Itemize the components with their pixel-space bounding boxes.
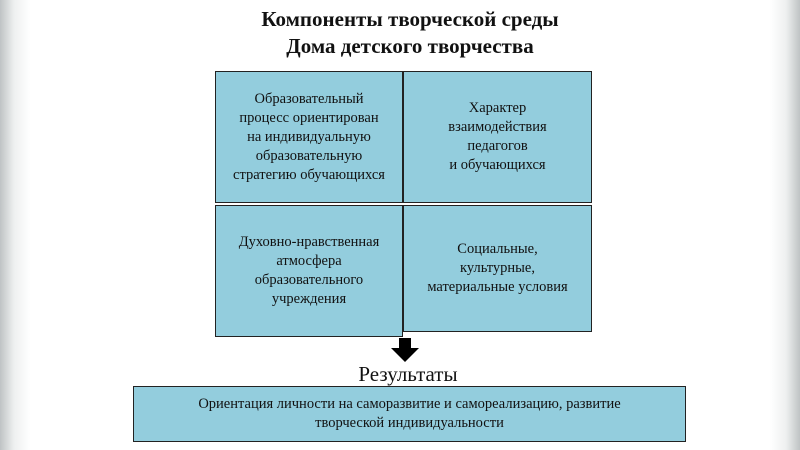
- results-text: Ориентация личности на саморазвитие и самореализацию, развитие творческой индивидуальности: [198, 396, 621, 431]
- component-box-atmosphere: [215, 205, 403, 337]
- title-line-2: Дома детского творчества: [286, 34, 534, 58]
- component-box-text: Характер взаимодействия педагогов и обучающихся: [448, 100, 547, 173]
- results-label: Результаты: [358, 362, 458, 386]
- title-line-1: Компоненты творческой среды: [261, 7, 559, 31]
- component-box-conditions: [403, 205, 592, 332]
- down-arrow-icon: [391, 338, 419, 362]
- component-box-interaction: [403, 71, 592, 203]
- component-box-text: Социальные, культурные, материальные условия: [427, 241, 568, 295]
- slide-title: [0, 6, 800, 60]
- results-box: [133, 386, 686, 442]
- component-box-educational-process: [215, 71, 403, 203]
- component-box-text: Образовательный процесс ориентирован на индивидуальную образовательную стратегию обучающихся: [233, 90, 385, 183]
- component-box-text: Духовно-нравственная атмосфера образовательного учреждения: [238, 234, 380, 307]
